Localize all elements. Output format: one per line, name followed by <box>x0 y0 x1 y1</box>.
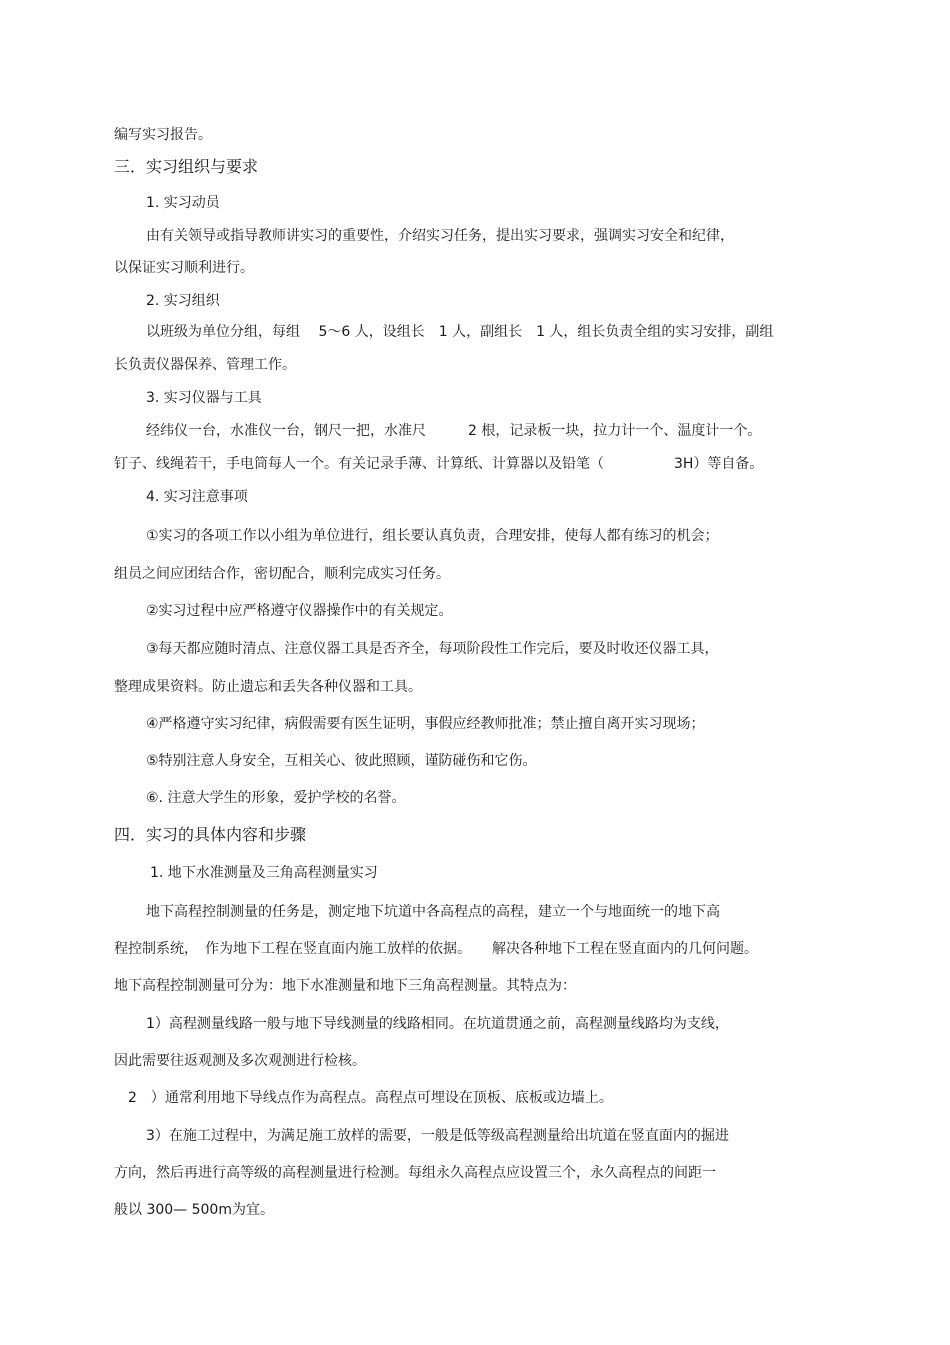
text-line: 地下高程控制测量可分为：地下水准测量和地下三角高程测量。其特点为： <box>114 978 576 994</box>
section-heading: 三．实习组织与要求 <box>114 157 259 176</box>
text-line: 编写实习报告。 <box>114 127 212 143</box>
subsection-heading: 1. 实习动员 <box>146 195 220 211</box>
subsection-heading: 2. 实习组织 <box>146 293 220 309</box>
text-line: 组员之间应团结合作，密切配合，顺利完成实习任务。 <box>114 566 450 582</box>
text-line: ④严格遵守实习纪律，病假需要有医生证明，事假应经教师批准；禁止擅自离开实习现场； <box>146 716 705 732</box>
subsection-heading: 1. 地下水准测量及三角高程测量实习 <box>150 865 378 881</box>
section-heading: 四．实习的具体内容和步骤 <box>114 825 307 844</box>
text-line: 方向，然后再进行高等级的高程测量进行检测。每组永久高程点应设置三个，永久高程点的间距一 <box>114 1165 716 1181</box>
text-line: ⑤特别注意人身安全，互相关心、彼此照顾，谨防碰伤和它伤。 <box>146 753 537 769</box>
text-line: ②实习过程中应严格遵守仪器操作中的有关规定。 <box>146 603 453 619</box>
text-line: 钉子、线绳若干，手电筒每人一个。有关记录手薄、计算纸、计算器以及铅笔（ 3H）等自备。 <box>114 456 764 472</box>
text-line: 整理成果资料。防止遗忘和丢失各种仪器和工具。 <box>114 679 422 695</box>
text-line: ③每天都应随时清点、注意仪器工具是否齐全，每项阶段性工作完后，要及时收还仪器工具， <box>146 641 719 657</box>
text-line: 般以 300— 500m为宜。 <box>114 1202 274 1218</box>
text-line: ⑥. 注意大学生的形象，爱护学校的名誉。 <box>146 790 406 806</box>
text-line: 2 ）通常利用地下导线点作为高程点。高程点可埋设在顶板、底板或边墙上。 <box>128 1090 613 1106</box>
text-line: 因此需要往返观测及多次观测进行检核。 <box>114 1053 366 1069</box>
text-line: 1）高程测量线路一般与地下导线测量的线路相同。在坑道贯通之前，高程测量线路均为支线， <box>146 1016 729 1032</box>
text-line: 由有关领导或指导教师讲实习的重要性，介绍实习任务，提出实习要求，强调实习安全和纪律， <box>146 228 734 244</box>
text-line: 以班级为单位分组，每组 5～6 人，设组长 1 人，副组长 1 人，组长负责全组的实习安排，副组 <box>146 324 774 340</box>
text-line: 3）在施工过程中，为满足施工放样的需要，一般是低等级高程测量给出坑道在竖直面内的掘进 <box>146 1128 729 1144</box>
text-line: 长负责仪器保养、管理工作。 <box>114 357 296 373</box>
text-line: 程控制系统， 作为地下工程在竖直面内施工放样的依据。 解决各种地下工程在竖直面内的几何问题。 <box>114 941 758 957</box>
text-line: ①实习的各项工作以小组为单位进行，组长要认真负责，合理安排，使每人都有练习的机会； <box>146 528 719 544</box>
text-line: 以保证实习顺利进行。 <box>114 260 254 276</box>
text-line: 地下高程控制测量的任务是，测定地下坑道中各高程点的高程，建立一个与地面统一的地下高 <box>146 904 720 920</box>
subsection-heading: 3. 实习仪器与工具 <box>146 390 262 406</box>
subsection-heading: 4. 实习注意事项 <box>146 489 248 505</box>
text-line: 经纬仪一台，水准仪一台，钢尺一把，水准尺 2 根，记录板一块，拉力计一个、温度计一个。 <box>146 423 762 439</box>
